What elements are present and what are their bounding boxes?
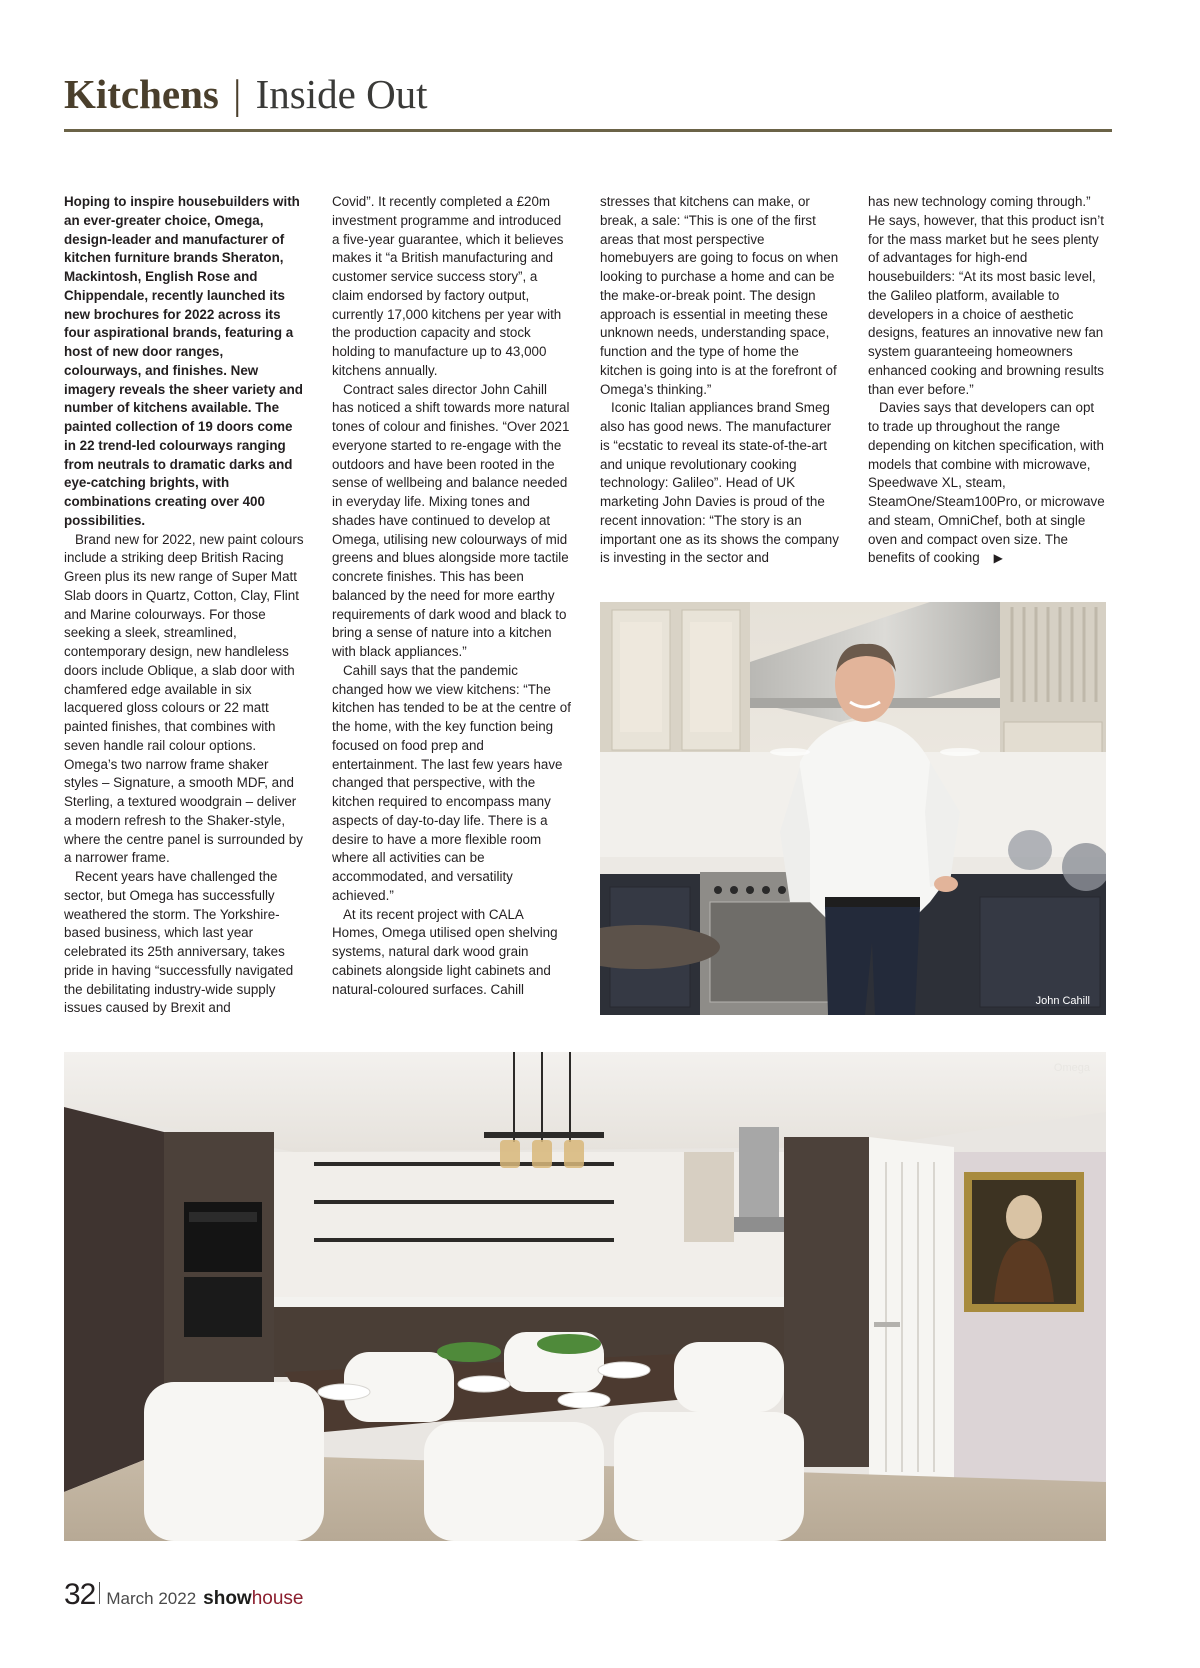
article-paragraph: At its recent project with CALA Homes, Omega utilised open shelving systems, natural dark wood grain cabinets alongside light cabinets and natural-coloured surfaces. Cahill [332, 906, 558, 997]
header-rule [64, 129, 1112, 132]
article-column-3 [600, 193, 840, 568]
article-paragraph: Contract sales director John Cahill has noticed a shift towards more natural tones of colour and finishes. “Over 2021 everyone started to re-engage with the outdoors and have been rooted in the sense of wellbeing and balance needed in everyday life. Mixing tones and shades have continued to develop at Omega, utilising new colourways of mid greens and blues alongside more tactile concrete finishes. This has been balanced by the need for more earthy requirements of dark wood and black to bring a sense of nature into a kitchen with black appliances.” [332, 381, 570, 659]
magazine-logo-show: show [203, 1588, 252, 1609]
article-paragraph: Recent years have challenged the sector, but Omega has successfully weathered the storm. The Yorkshire-based business, which last year celebrated its 25th anniversary, takes pride in having “successfully navigated the debilitating industry-wide supply issues caused by Brexit and [64, 869, 294, 1016]
article-text: Davies says that developers can opt to trade up throughout the range depending on kitchen specification, with models that combine with microwave, Speedwave XL, steam, SteamOne/Steam100Pro, or microwave and steam, OmniChef, both at single oven and compact oven size. The benefits of cooking [868, 400, 1105, 566]
article-column-1 [64, 193, 304, 1018]
magazine-logo-house: house [251, 1588, 304, 1609]
portrait-photo [600, 602, 1106, 1015]
continue-arrow-icon: ▶ [993, 551, 1003, 566]
page-header [64, 70, 428, 118]
kitchen-photo [64, 1052, 1106, 1541]
article-paragraph: has new technology coming through.” He says, however, that this product isn’t for the mass market but he sees plenty of advantages for high-end housebuilders: “At its most basic level, the Galileo platform, available to developers in a choice of aesthetic designs, features an innovative new fan system guaranteeing homeowners enhanced cooking and browning results than ever before.” [868, 194, 1104, 397]
page-number: 32 [64, 1578, 96, 1611]
section-title: Kitchens [64, 71, 219, 117]
photo-caption: Omega [1053, 1062, 1090, 1074]
photo-caption: John Cahill [1035, 995, 1090, 1007]
header-divider: | [233, 71, 242, 117]
article-column-4 [868, 193, 1108, 568]
article-column-2 [332, 193, 572, 999]
article-standfirst: Hoping to inspire housebuilders with an ever-greater choice, Omega, design-leader and manufacturer of kitchen furniture brands Sheraton, Mackintosh, English Rose and Chippendale, recently launched its new brochures for 2022 across its four aspirational brands, featuring a host of new door ranges, colourways, and finishes. New imagery reveals the sheer variety and number of kitchens available. The painted collection of 19 doors come in 22 trend-led colourways ranging from neutrals to dramatic darks and eye-catching brights, with combinations creating over 400 possibilities. [64, 194, 303, 528]
footer-divider [99, 1582, 100, 1604]
section-subtitle: Inside Out [255, 71, 428, 117]
page-footer [64, 1578, 304, 1612]
article-paragraph: Brand new for 2022, new paint colours include a striking deep British Racing Green plus its new range of Super Matt Slab doors in Quartz, Cotton, Clay, Flint and Marine colourways. For those seeking a sleek, streamlined, contemporary design, new handleless doors include Oblique, a slab door with chamfered edge available in six lacquered gloss colours or 22 matt painted finishes, that combines with seven handle rail colour options. Omega’s two narrow frame shaker styles – Signature, a smooth MDF, and Sterling, a textured woodgrain – deliver a modern refresh to the Shaker-style, where the centre panel is surrounded by a narrower frame. [64, 531, 304, 866]
article-paragraph: stresses that kitchens can make, or break, a sale: “This is one of the first areas that most perspective homebuyers are going to focus on when looking to purchase a home and can be the make-or-break point. The design approach is essential in meeting these unknown needs, understanding space, function and the type of home the kitchen is going into is at the forefront of Omega’s thinking.” [600, 194, 839, 397]
portrait-illustration [600, 602, 1106, 1015]
kitchen-illustration [64, 1052, 1106, 1541]
article-paragraph: Covid”. It recently completed a £20m investment programme and introduced a five-year guarantee, which it believes makes it “a British manufacturing and customer service success story”, a claim endorsed by factory output, currently 17,000 kitchens per year with the production capacity and stock holding to manufacture up to 43,000 kitchens annually. [332, 194, 564, 378]
issue-date: March 2022 [106, 1589, 197, 1608]
article-paragraph: Cahill says that the pandemic changed how we view kitchens: “The kitchen has tended to be at the centre of the home, with the key function being focused on food prep and entertainment. The last few years have changed that perspective, with the kitchen required to encompass many aspects of day-to-day life. There is a desire to have a more flexible room where all activities can be accommodated, and versatility achieved.” [332, 662, 571, 903]
article-paragraph: Iconic Italian appliances brand Smeg also has good news. The manufacturer is “ecstatic to reveal its state-of-the-art and unique revolutionary cooking technology: Galileo”. Head of UK marketing John Davies is proud of the recent innovation: “The story is an important one as its shows the company is investing in the sector and [600, 400, 839, 566]
article-paragraph [868, 399, 1108, 568]
